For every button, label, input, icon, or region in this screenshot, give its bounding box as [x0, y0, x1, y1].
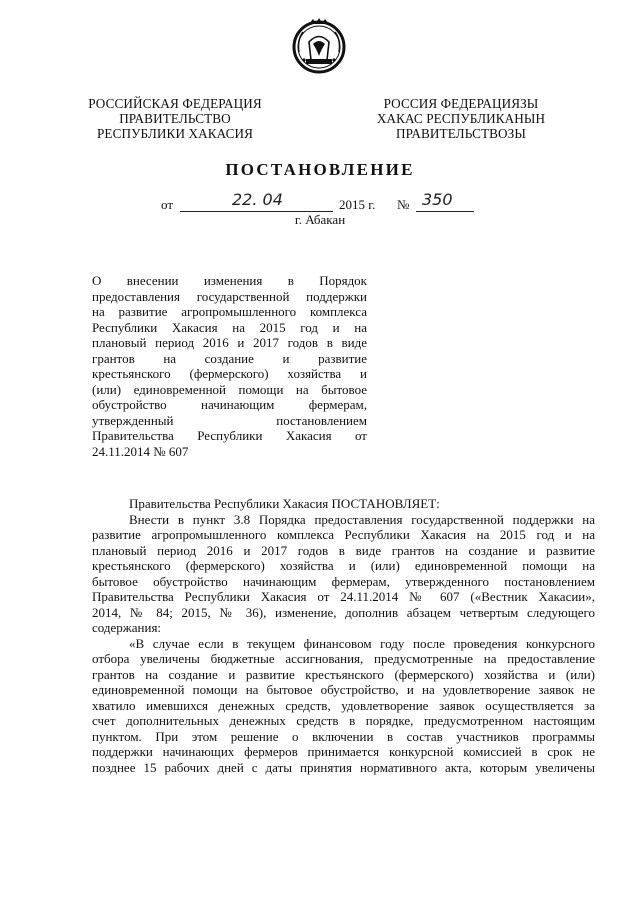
header-left-line: РОССИЙСКАЯ ФЕДЕРАЦИЯ [88, 96, 262, 111]
subject-line: крестьянского (фермерского) хозяйства и [92, 366, 367, 381]
subject-line: Республики Хакасия на 2015 год и на [92, 319, 367, 335]
body-line: бытовое обустройство начинающим фермерам, утвержденного постановлением [92, 573, 595, 589]
subject-block [92, 273, 367, 459]
date-handwritten: 22. 04 [232, 190, 283, 209]
header-left [82, 96, 268, 141]
subject-line: 24.11.2014 № 607 [92, 443, 189, 459]
body-line: плановый период 2016 и 2017 годов в виде грантов на создание и развитие [92, 542, 595, 558]
city-label: г. Абакан [294, 212, 346, 227]
body-line: позднее 15 рабочих дней с даты принятия нормативного акта, которым увеличены [92, 759, 595, 775]
body-line: счет дополнительных денежных средств в порядке, предусмотренном настоящим [92, 713, 595, 728]
subject-line: обустройство начинающим фермерам, [92, 397, 367, 412]
body-line: Внести в пункт 3.8 Порядка предоставления государственной поддержки на [129, 511, 595, 527]
body-line: содержания: [92, 620, 162, 635]
body-text [92, 496, 595, 775]
header-right-line: ПРАВИТЕЛЬСТВОЗЫ [396, 126, 526, 141]
body-line: развитие агропромышленного комплекса Республики Хакасия на 2015 год и на [92, 527, 595, 542]
number-sign: № [397, 197, 410, 212]
header-right-line: ХАКАС РЕСПУБЛИКАНЫН [376, 111, 546, 126]
body-line: крестьянского (фермерского) хозяйства и (или) единовременной помощи на [92, 558, 595, 573]
body-line: пунктом. При этом решение о включении в состав участников программы [92, 728, 595, 744]
body-line: единовременной помощи на бытовое обустройство, и на удовлетворение заявок не [92, 682, 595, 697]
body-line: «В случае если в текущем финансовом году после проведения конкурсного [129, 635, 595, 651]
body-line: поддержки начинающих фермеров принимается конкурсной комиссией в срок не [92, 744, 595, 759]
body-line: Правительства Республики Хакасия ПОСТАНОВЛЯЕТ: [129, 496, 440, 511]
subject-line: О внесении изменения в Порядок [92, 273, 367, 288]
header-left-line: РЕСПУБЛИКИ ХАКАСИЯ [97, 126, 253, 141]
body-line: Правительства Республики Хакасия от 24.11.2014 № 607 («Вестник Хакасии», [92, 589, 595, 604]
subject-line: (или) единовременной помощи на бытовое [92, 381, 367, 397]
number-handwritten: 350 [422, 190, 453, 209]
subject-line: плановый период 2016 и 2017 годов в виде [92, 335, 367, 350]
body-line: отбора увеличены бюджетные ассигнования, предусмотренные на предоставление [92, 651, 595, 666]
subject-line: Правительства Республики Хакасия от [92, 428, 367, 443]
body-line: грантов на создание и развитие крестьянского (фермерского) хозяйства и (или) [92, 666, 595, 682]
header-left-line: ПРАВИТЕЛЬСТВО [119, 111, 231, 126]
header-right [368, 96, 554, 141]
subject-line: грантов на создание и развитие [92, 350, 367, 366]
coat-of-arms-icon [289, 16, 349, 76]
date-prefix: от [161, 197, 174, 212]
date-year: 2015 г. [339, 197, 376, 212]
subject-line: утвержденный постановлением [92, 412, 367, 428]
body-line: 2014, № 84; 2015, № 36), изменение, дополнив абзацем четвертым следующего [92, 604, 595, 620]
body-line: хватило имевшихся денежных средств, удовлетворение заявок осуществляется за [92, 697, 595, 713]
document-title: ПОСТАНОВЛЕНИЕ [225, 160, 415, 179]
subject-line: предоставления государственной поддержки [92, 288, 367, 304]
subject-line: на развитие агропромышленного комплекса [92, 304, 367, 319]
header-right-line: РОССИЯ ФЕДЕРАЦИЯЗЫ [383, 96, 539, 111]
